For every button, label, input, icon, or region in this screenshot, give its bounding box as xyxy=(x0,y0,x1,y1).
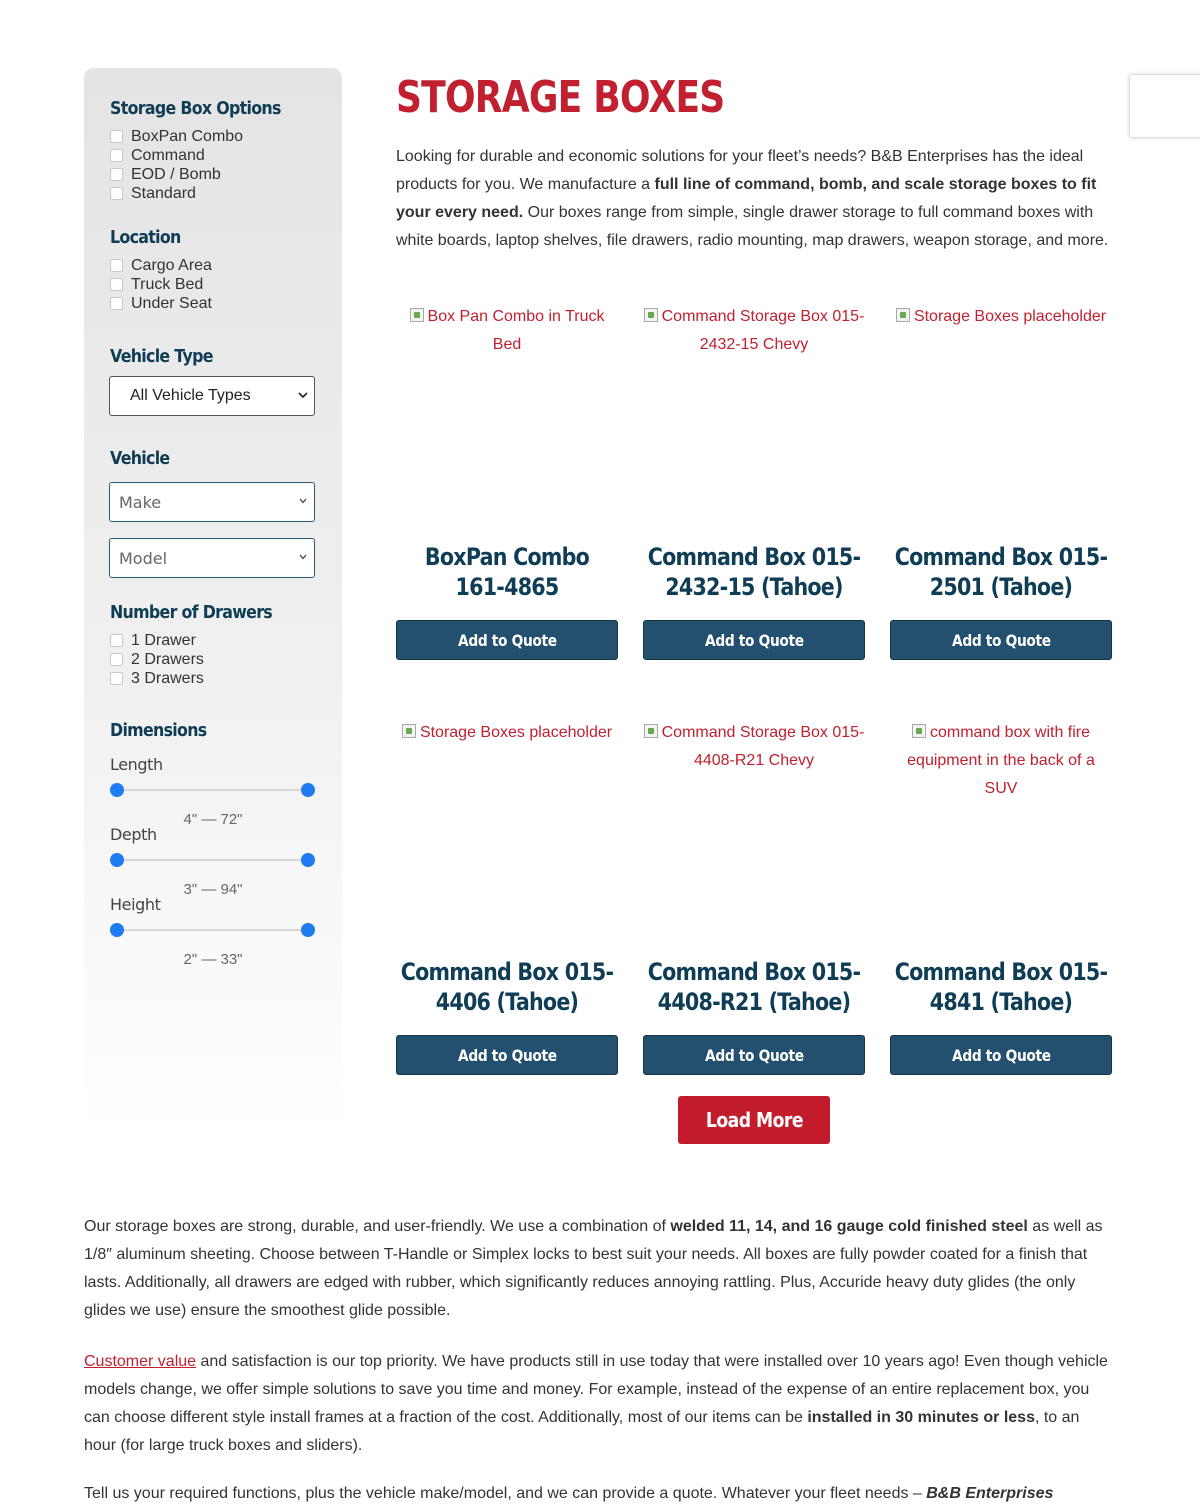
broken-image-icon xyxy=(644,308,658,322)
vehicle-type-heading: Vehicle Type xyxy=(110,346,213,367)
description-paragraph: Our storage boxes are strong, durable, and user-friendly. We use a combination of welded 11, 14, and 16 gauge cold finished steel as well as 1/8″ aluminum sheeting. Choose between T-Handle or Simplex locks to best suit your needs. All boxes are fully powder coated for a finish that lasts. Additionally, all drawers are edged with rubber, which significantly reduces annoying rattling. Plus, Accuride heavy duty glides (the only glides we use) ensure the smoothest glide possible. xyxy=(84,1218,1103,1319)
product-image[interactable]: Box Pan Combo in Truck Bed xyxy=(396,303,618,359)
product-image[interactable]: command box with fire equipment in the back of a SUV xyxy=(907,724,1095,797)
checkbox[interactable] xyxy=(110,634,123,647)
add-to-quote-button[interactable]: Add to Quote xyxy=(396,620,618,660)
vehicle-make-select[interactable]: Make xyxy=(109,482,315,522)
product-title[interactable]: Command Box 015-4408-R21 (Tahoe) xyxy=(647,958,861,1016)
filter-option-1-drawer[interactable]: 1 Drawer xyxy=(110,631,204,650)
product-image[interactable]: Storage Boxes placeholder xyxy=(890,303,1112,331)
recaptcha-badge[interactable] xyxy=(1129,74,1200,138)
filter-option-2-drawers[interactable]: 2 Drawers xyxy=(110,650,204,669)
slider-track xyxy=(117,789,308,791)
length-slider[interactable] xyxy=(117,783,308,797)
product-title[interactable]: Command Box 015-4406 (Tahoe) xyxy=(400,958,614,1016)
checkbox[interactable] xyxy=(110,187,123,200)
length-max-handle[interactable] xyxy=(301,783,315,797)
product-title[interactable]: Command Box 015-4841 (Tahoe) xyxy=(894,958,1108,1016)
broken-image-icon xyxy=(410,308,424,322)
vehicle-heading: Vehicle xyxy=(110,448,170,469)
filter-option-eod-bomb[interactable]: EOD / Bomb xyxy=(110,165,243,184)
checkbox[interactable] xyxy=(110,259,123,272)
chevron-down-icon xyxy=(298,390,308,400)
broken-image-icon xyxy=(896,308,910,322)
customer-value-paragraph: Customer value and satisfaction is our top priority. We have products still in use today that were installed over 10 years ago! Even though vehicle models change, we offer simple solutions to save you time and money. For example, instead of the expense of an entire replacement box, you can choose different style install frames at a fraction of the cost. Additionally, most of our items can be installed in 30 minutes or less, to an hour (for large truck boxes and sliders). xyxy=(84,1353,1108,1454)
length-range: 4" — 72" xyxy=(183,811,243,828)
checkbox[interactable] xyxy=(110,278,123,291)
filter-sidebar xyxy=(84,68,342,1130)
add-to-quote-button[interactable]: Add to Quote xyxy=(396,1035,618,1075)
storage-box-options-heading: Storage Box Options xyxy=(110,98,281,119)
quote-paragraph: Tell us your required functions, plus the vehicle make/model, and we can provide a quote. Whatever your fleet needs – B&B Enterprises xyxy=(84,1485,1054,1502)
product-image[interactable]: Command Storage Box 015-4408-R21 Chevy xyxy=(643,719,865,775)
depth-range: 3" — 94" xyxy=(183,881,243,898)
height-min-handle[interactable] xyxy=(110,923,124,937)
filter-option-3-drawers[interactable]: 3 Drawers xyxy=(110,669,204,688)
depth-max-handle[interactable] xyxy=(301,853,315,867)
filter-option-boxpan-combo[interactable]: BoxPan Combo xyxy=(110,127,243,146)
height-max-handle[interactable] xyxy=(301,923,315,937)
slider-track xyxy=(117,859,308,861)
product-title[interactable]: Command Box 015-2501 (Tahoe) xyxy=(894,543,1108,601)
chevron-down-icon xyxy=(298,496,308,506)
location-list xyxy=(110,256,212,313)
chevron-down-icon xyxy=(298,552,308,562)
filter-option-cargo-area[interactable]: Cargo Area xyxy=(110,256,212,275)
add-to-quote-button[interactable]: Add to Quote xyxy=(890,620,1112,660)
location-heading: Location xyxy=(110,227,181,248)
dimensions-heading: Dimensions xyxy=(110,720,207,741)
length-min-handle[interactable] xyxy=(110,783,124,797)
broken-image-icon xyxy=(912,724,926,738)
depth-min-handle[interactable] xyxy=(110,853,124,867)
product-image[interactable]: Storage Boxes placeholder xyxy=(396,719,618,747)
checkbox[interactable] xyxy=(110,672,123,685)
storage-box-options-list xyxy=(110,127,243,203)
filter-option-truck-bed[interactable]: Truck Bed xyxy=(110,275,212,294)
vehicle-type-select[interactable]: All Vehicle Types xyxy=(109,376,315,416)
product-image[interactable]: Command Storage Box 015-2432-15 Chevy xyxy=(643,303,865,359)
number-of-drawers-heading: Number of Drawers xyxy=(110,602,273,623)
filter-option-standard[interactable]: Standard xyxy=(110,184,243,203)
length-label: Length xyxy=(110,755,163,774)
product-title[interactable]: Command Box 015-2432-15 (Tahoe) xyxy=(647,543,861,601)
checkbox[interactable] xyxy=(110,168,123,181)
vehicle-model-select[interactable]: Model xyxy=(109,538,315,578)
height-slider[interactable] xyxy=(117,923,308,937)
load-more-button[interactable]: Load More xyxy=(678,1096,830,1144)
checkbox[interactable] xyxy=(110,130,123,143)
add-to-quote-button[interactable]: Add to Quote xyxy=(643,620,865,660)
intro-paragraph: Looking for durable and economic solutions for your fleet’s needs? B&B Enterprises has the ideal products for you. We manufacture a full line of command, bomb, and scale storage boxes to fit your every need. Our boxes range from simple, single drawer storage to full command boxes with white boards, laptop shelves, file drawers, radio mounting, map drawers, weapon storage, and more. xyxy=(396,148,1109,249)
page-title: STORAGE BOXES xyxy=(396,72,725,123)
add-to-quote-button[interactable]: Add to Quote xyxy=(890,1035,1112,1075)
depth-label: Depth xyxy=(110,825,157,844)
checkbox[interactable] xyxy=(110,297,123,310)
height-range: 2" — 33" xyxy=(183,951,243,968)
depth-slider[interactable] xyxy=(117,853,308,867)
drawers-list xyxy=(110,631,204,688)
slider-track xyxy=(117,929,308,931)
product-title[interactable]: BoxPan Combo 161-4865 xyxy=(424,543,590,601)
checkbox[interactable] xyxy=(110,149,123,162)
add-to-quote-button[interactable]: Add to Quote xyxy=(643,1035,865,1075)
filter-option-under-seat[interactable]: Under Seat xyxy=(110,294,212,313)
filter-option-command[interactable]: Command xyxy=(110,146,243,165)
checkbox[interactable] xyxy=(110,653,123,666)
broken-image-icon xyxy=(402,724,416,738)
broken-image-icon xyxy=(644,724,658,738)
customer-value-link[interactable]: Customer value xyxy=(84,1353,197,1370)
height-label: Height xyxy=(110,895,161,914)
